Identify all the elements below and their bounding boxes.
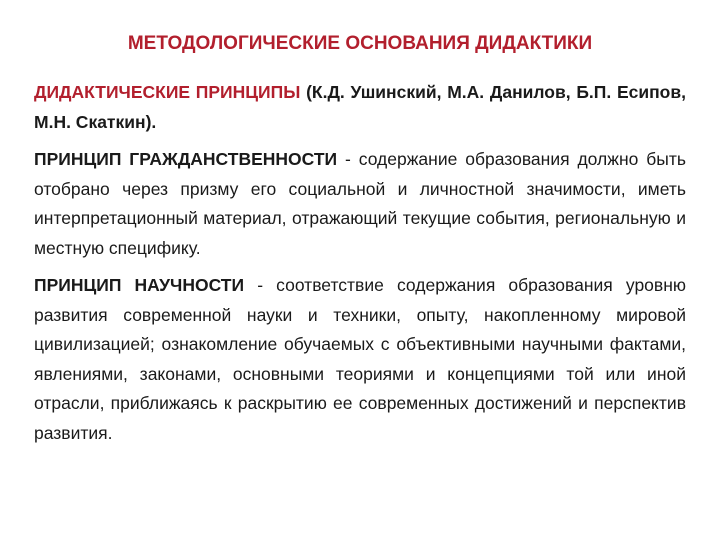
heading-didactic-principles: ДИДАКТИЧЕСКИЕ ПРИНЦИПЫ <box>34 82 301 102</box>
heading-citizenship-principle: ПРИНЦИП ГРАЖДАНСТВЕННОСТИ <box>34 149 338 169</box>
paragraph-scientific-principle <box>34 271 686 448</box>
paragraph-citizenship-principle <box>34 145 686 263</box>
paragraph-didactic-principles <box>34 78 686 137</box>
text-citizenship-principle: - содержание образования должно быть отобрано через призму его социальной и личностной значимости, иметь интерпретационный материал, отражающий текущие события, региональную и местную специфику. <box>34 149 686 258</box>
authors-list: (К.Д. Ушинский, М.А. Данилов, Б.П. Есипов, М.Н. Скаткин). <box>34 82 686 132</box>
slide-content <box>34 78 686 456</box>
text-scientific-principle: - соответствие содержания образования уровню развития современной науки и техники, опыту, накопленному мировой цивилизацией; ознакомление обучаемых с объективными научными фактами, явлениями, законами, основными теориями и концепциями той или иной отрасли, приближаясь к раскрытию ее современных достижений и перспектив развития. <box>34 275 687 443</box>
heading-scientific-principle: ПРИНЦИП НАУЧНОСТИ <box>34 275 245 295</box>
slide-title: МЕТОДОЛОГИЧЕСКИЕ ОСНОВАНИЯ ДИДАКТИКИ <box>127 33 593 54</box>
